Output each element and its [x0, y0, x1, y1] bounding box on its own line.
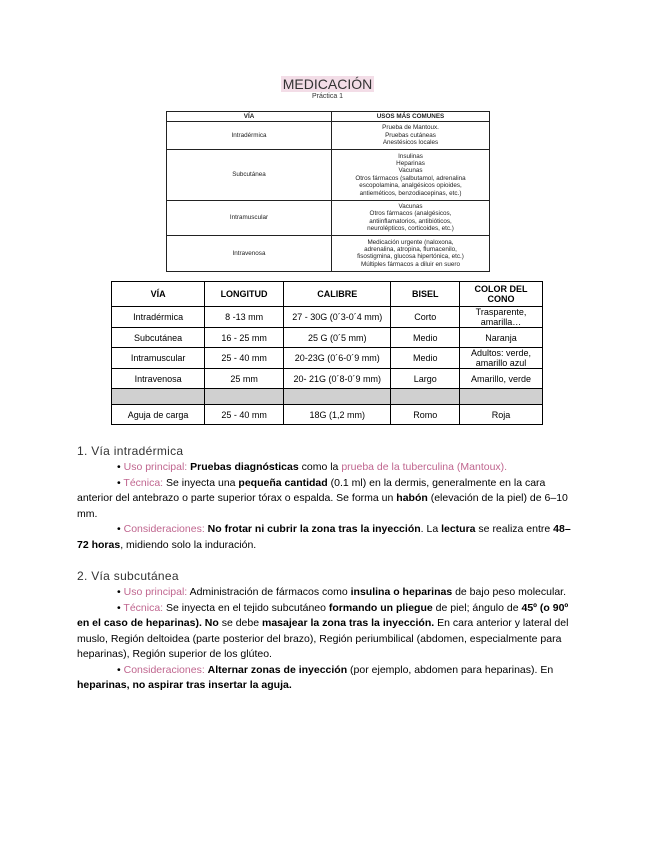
uses-line: escopolamina, analgésicos opioides,	[359, 182, 462, 190]
section1-uso: • Uso principal: Pruebas diagnósticas como la prueba de la tuberculina (Mantoux).	[117, 461, 508, 473]
uses-table-uses	[332, 236, 490, 272]
uses-table-via: Intramuscular	[167, 200, 332, 236]
section1-tecnica: • Técnica: Se inyecta una pequeña cantidad (0.1 ml) en la dermis, generalmente en la cara anterior del antebrazo o parte superior tórax o espalda. Se forma un habón (elevación de la piel) de 6–10 mm.	[77, 476, 568, 520]
uses-line: Otros fármacos (analgésicos,	[369, 210, 452, 218]
uses-line: antieméticos, benzodiacepinas, etc.)	[359, 189, 462, 197]
section2-body	[77, 585, 577, 694]
needle-cell-color: Adultos: verde, amarillo azul	[460, 348, 543, 369]
uses-line: Vacunas	[398, 167, 423, 175]
uses-table	[166, 111, 490, 272]
page-title: MEDICACIÓN	[282, 76, 373, 92]
page-subtitle: Práctica 1	[311, 93, 344, 100]
uses-line: Prueba de Mantoux.	[382, 124, 439, 132]
needle-cell-bisel: Corto	[391, 307, 460, 328]
uses-line: adrenalina, atropina, flumacenilo,	[364, 246, 457, 254]
needle-table-row	[112, 348, 543, 369]
needle-table-row	[112, 369, 543, 389]
uses-line: Heparinas	[396, 160, 425, 168]
uses-line: neurolépticos, corticoides, etc.)	[367, 225, 454, 233]
needle-cell-via: Intravenosa	[112, 369, 205, 389]
section2-tecnica: • Técnica: Se inyecta en el tejido subcutáneo formando un pliegue de piel; ángulo de 45º (o 90º en el caso de heparinas). No se debe masajear la zona tras la inyección. En cara anterior y lateral del muslo, Región deltoidea (parte posterior del brazo), Región periumbilical (abdomen, especialmente para heparinas), Región superior de los glúteo.	[77, 601, 569, 660]
section2-uso: • Uso principal: Administración de fármacos como insulina o heparinas de bajo peso molecular.	[117, 586, 566, 598]
uses-table-via: Subcutánea	[167, 150, 332, 200]
needle-table-row	[112, 307, 543, 328]
needle-cell-bisel: Largo	[391, 369, 460, 389]
uses-line: Anestésicos locales	[382, 139, 439, 147]
uses-table-header-via: VÍA	[167, 112, 332, 122]
uses-table-uses	[332, 122, 490, 150]
needle-cell-calibre: 20-23G (0´6-0´9 mm)	[283, 348, 390, 369]
needle-cell-color: Amarillo, verde	[460, 369, 543, 389]
section2-heading: 2. Vía subcutánea	[77, 569, 179, 583]
uses-table-header-uses: USOS MÁS COMUNES	[332, 112, 490, 122]
needle-cell-calibre: 20- 21G (0´8-0´9 mm)	[283, 369, 390, 389]
needle-cell-longitud: 25 - 40 mm	[205, 348, 284, 369]
needle-header-calibre: CALIBRE	[283, 282, 390, 307]
needle-table-row	[112, 405, 543, 425]
needle-cell-color: Trasparente, amarilla…	[460, 307, 543, 328]
uses-line: Múltiples fármacos a diluir en suero	[360, 260, 461, 268]
needle-cell-color: Roja	[460, 405, 543, 425]
uses-table-uses	[332, 200, 490, 236]
uses-table-via: Intradérmica	[167, 122, 332, 150]
needle-cell-calibre: 18G (1,2 mm)	[283, 405, 390, 425]
needle-cell-via: Aguja de carga	[112, 405, 205, 425]
bullet: •	[117, 461, 121, 473]
needle-header-color: COLOR DEL CONO	[460, 282, 543, 307]
uses-table-row	[167, 122, 490, 150]
uses-table-via: Intravenosa	[167, 236, 332, 272]
needle-cell-longitud: 25 - 40 mm	[205, 405, 284, 425]
uses-line: Medicación urgente (naloxona,	[367, 238, 454, 246]
uses-table-row	[167, 200, 490, 236]
needle-cell-longitud: 8 -13 mm	[205, 307, 284, 328]
needle-cell-via: Intramuscular	[112, 348, 205, 369]
needle-header-bisel: BISEL	[391, 282, 460, 307]
uses-line: Vacunas	[398, 203, 423, 211]
section1-body	[77, 460, 577, 553]
uses-table-uses	[332, 150, 490, 200]
needle-cell-via: Intradérmica	[112, 307, 205, 328]
needle-cell-longitud: 16 - 25 mm	[205, 328, 284, 348]
needle-header-via: VÍA	[112, 282, 205, 307]
needle-table-empty-row	[112, 389, 543, 405]
needle-table-row	[112, 328, 543, 348]
section2-consideraciones: • Consideraciones: Alternar zonas de inyección (por ejemplo, abdomen para heparinas). En heparinas, no aspirar tras insertar la aguja.	[77, 663, 554, 691]
uses-line: Pruebas cutáneas	[385, 131, 436, 139]
uses-line: antiinflamatorios, antibióticos,	[369, 217, 452, 225]
needle-cell-calibre: 27 - 30G (0´3-0´4 mm)	[283, 307, 390, 328]
needle-header-longitud: LONGITUD	[205, 282, 284, 307]
section1-heading: 1. Vía intradérmica	[77, 444, 184, 458]
needle-cell-color: Naranja	[460, 328, 543, 348]
needle-cell-calibre: 25 G (0´5 mm)	[283, 328, 390, 348]
needle-cell-bisel: Medio	[391, 328, 460, 348]
needle-table	[111, 281, 543, 425]
uses-table-row	[167, 236, 490, 272]
needle-cell-via: Subcutánea	[112, 328, 205, 348]
uses-line: Otros fármacos (salbutamol, adrenalina	[355, 174, 466, 182]
uses-line: fisostigmina, glucosa hipertónica, etc.)	[357, 253, 464, 261]
needle-cell-bisel: Romo	[391, 405, 460, 425]
uses-table-row	[167, 150, 490, 200]
section1-consideraciones: • Consideraciones: No frotar ni cubrir la zona tras la inyección. La lectura se realiza entre 48–72 horas, midiendo solo la induración.	[77, 523, 571, 551]
uses-line: Insulinas	[398, 152, 423, 160]
needle-cell-longitud: 25 mm	[205, 369, 284, 389]
needle-cell-bisel: Medio	[391, 348, 460, 369]
